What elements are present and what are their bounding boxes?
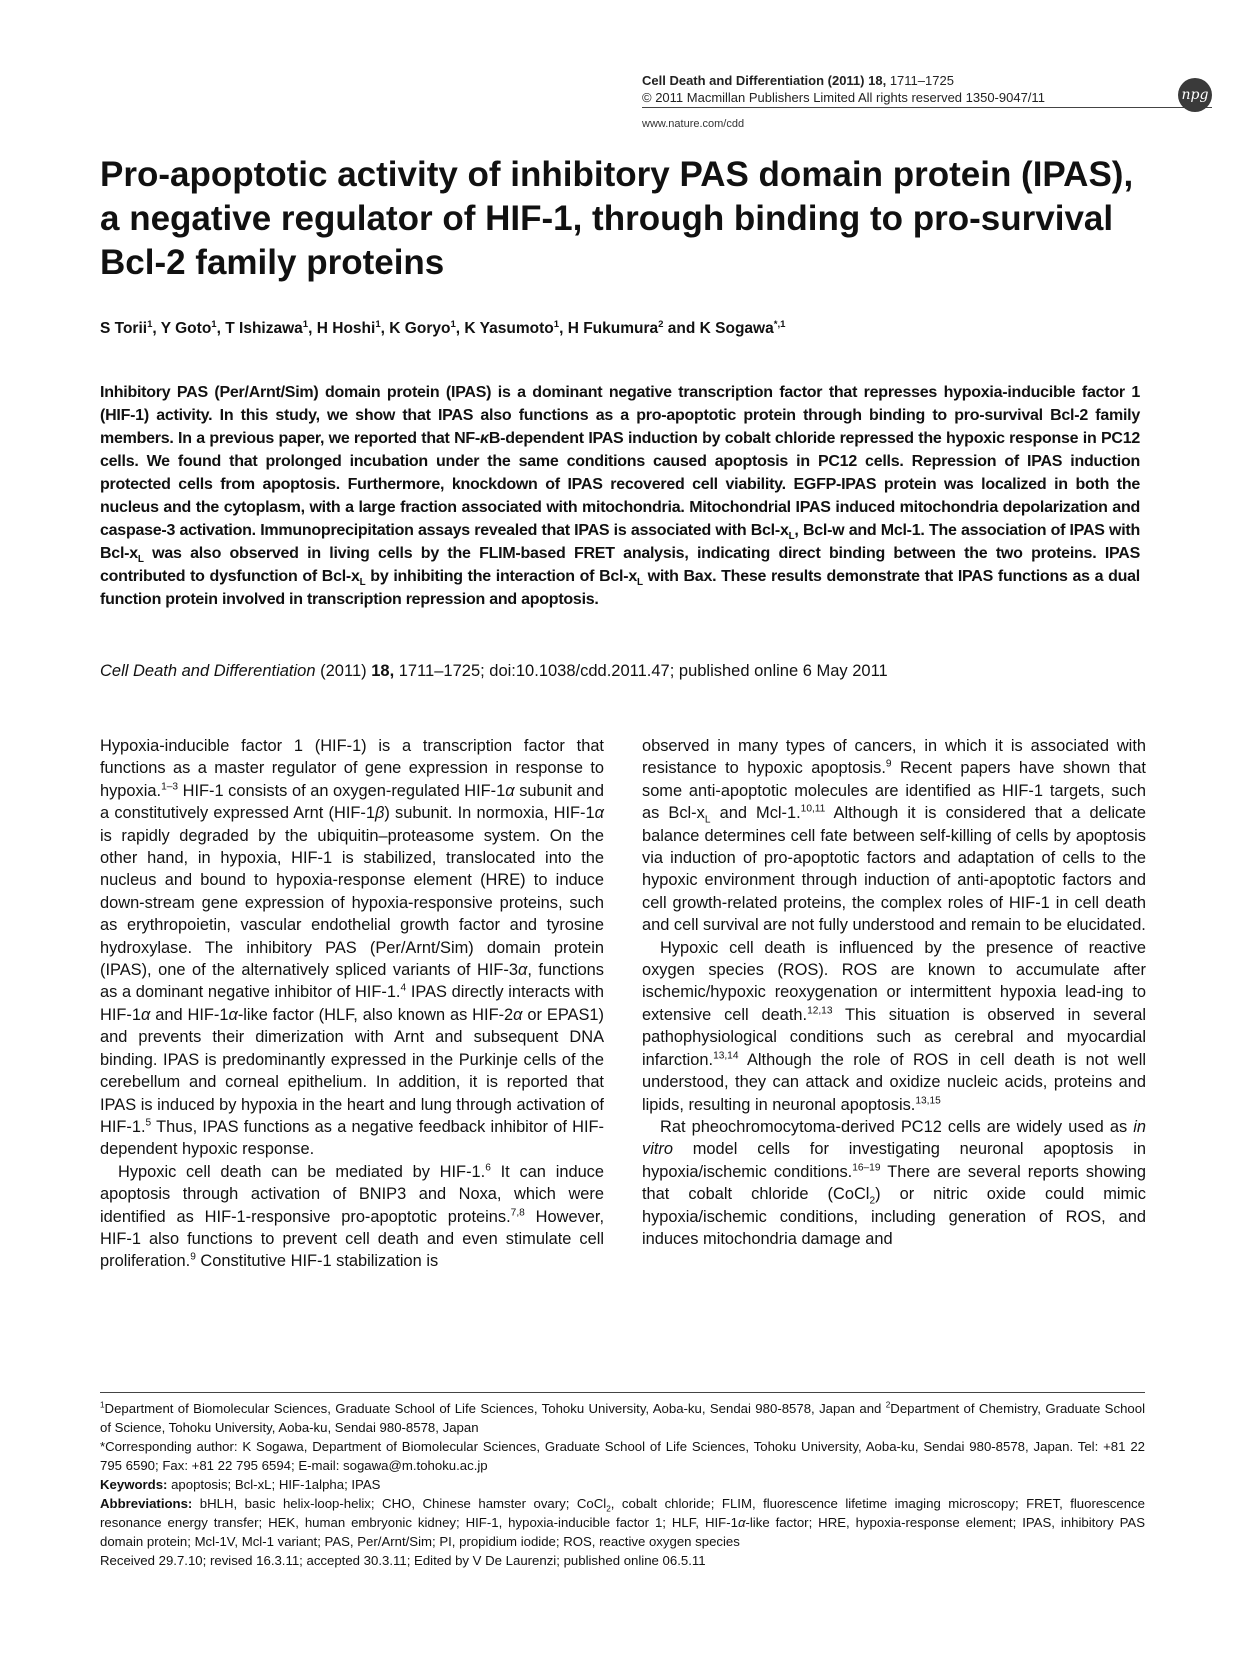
author-affiliation-mark: 1: [302, 318, 309, 330]
article-citation: Cell Death and Differentiation (2011) 18, 1711–1725; doi:10.1038/cdd.2011.47; published online 6 May 2011: [100, 662, 888, 680]
author: K Yasumoto: [464, 320, 554, 337]
reference-mark[interactable]: 7,8: [510, 1207, 525, 1219]
author-affiliation-mark: 2: [658, 318, 664, 330]
reference-mark[interactable]: 5: [145, 1117, 152, 1129]
keywords: Keywords: apoptosis; Bcl-xL; HIF-1alpha; IPAS: [100, 1477, 381, 1492]
corresponding-author: *Corresponding author: K Sogawa, Department of Biomolecular Sciences, Graduate School of Life Sciences, Tohoku University, Aoba-ku, Sendai 980-8578, Japan. Tel: +81 22 795 6590; Fax: +81 22 795 6594; E-mail: sogawa@m.tohoku.ac.jp: [100, 1439, 1145, 1473]
body-column-right: [642, 735, 1146, 1250]
reference-mark[interactable]: 4: [400, 983, 407, 994]
body-column-left: [100, 735, 604, 1273]
received-dates: Received 29.7.10; revised 16.3.11; accepted 30.3.11; Edited by V De Laurenzi; published online 06.5.11: [100, 1553, 706, 1568]
author-affiliation-mark: *,1: [773, 318, 786, 330]
journal-name: Cell Death and Differentiation (2011) 18,: [642, 73, 887, 88]
reference-mark[interactable]: 9: [190, 1251, 196, 1263]
author: T Ishizawa: [225, 320, 303, 337]
reference-mark[interactable]: 6: [485, 1162, 491, 1174]
author-affiliation-mark: 1: [553, 318, 560, 330]
reference-mark[interactable]: 9: [885, 758, 892, 770]
abbreviations: Abbreviations: bHLH, basic helix-loop-helix; CHO, Chinese hamster ovary; CoCl$_2$, cobalt chloride; FLIM, fluorescence lifetime imaging microscopy; FRET, fluorescence resonance energy transfer; HEK, human embryonic kidney; HIF-1, hypoxia-inducible factor 1; HLF, HIF-1α-like factor; HRE, hypoxia-response element; IPAS, inhibitory PAS domain protein; Mcl-1V, Mcl-1 variant; PAS, Per/Arnt/Sim; PI, propidium iodide; ROS, reactive oxygen species: [100, 1496, 1146, 1549]
abstract: Inhibitory PAS (Per/Arnt/Sim) domain protein (IPAS) is a dominant negative transcription factor that represses hypoxia-inducible factor 1 (HIF-1) activity. In this study, we show that IPAS also functions as a pro-apoptotic protein through binding to pro-survival Bcl-2 family members. In a previous paper, we reported that NF-κB-dependent IPAS induction by cobalt chloride repressed the hypoxic response in PC12 cells. We found that prolonged incubation under the same conditions caused apoptosis in PC12 cells. Repression of IPAS induction protected cells from apoptosis. Furthermore, knockdown of IPAS recovered cell viability. EGFP-IPAS protein was localized in both the nucleus and the cytoplasm, with a large fraction associated with mitochondria. Mitochondrial IPAS induced mitochondria depolarization and caspase-3 activation. Immunoprecipitation assays revealed that IPAS is associated with Bcl-$x_L$, Bcl-w and Mcl-1. The association of IPAS with Bcl-$x_L$ was also observed in living cells by the FLIM-based FRET analysis, indicating direct binding between the two proteins. IPAS contributed to dysfunction of Bcl-$x_L$ by inhibiting the interaction of Bcl-$x_L$ with Bax. These results demonstrate that IPAS functions as a dual function protein involved in transcription repression and apoptosis.: [100, 384, 1141, 608]
author-affiliation-mark: 1: [450, 318, 456, 330]
reference-mark[interactable]: 10,11: [800, 803, 826, 815]
author-list: S Torii$^1$, Y Goto$^1$, T Ishizawa$^1$, H Hoshi$^1$, K Goryo$^1$, K Yasumoto$^1$, H Fukumura$^2$ and K Sogawa$^{*,1}$: [100, 318, 786, 337]
author-affiliation-mark: 1: [211, 318, 217, 330]
author: S Torii: [100, 320, 148, 337]
footnotes: [100, 1399, 1145, 1570]
header-divider: [642, 107, 1212, 108]
author-affiliation-mark: 1: [147, 318, 153, 330]
author: H Hoshi: [316, 320, 376, 337]
journal-url[interactable]: www.nature.com/cdd: [642, 118, 745, 130]
page-range: 1711–1725: [889, 73, 954, 88]
citation-journal: Cell Death and Differentiation: [100, 662, 316, 680]
author: K Sogawa: [699, 320, 774, 337]
paragraph: observed in many types of cancers, in which it is associated with resistance to hypoxic apoptosis.$^9$ Recent papers have shown that some anti-apoptotic molecules are identified as HIF-1 targets, such as Bcl-$x_L$ and Mcl-1.$^{10,11}$ Although it is considered that a delicate balance determines cell fate between self-killing of cells by apoptosis via induction of pro-apoptotic factors and adaptation of cells to the hypoxic environment through induction of anti-apoptotic factors and cell growth-related proteins, the complex roles of HIF-1 in cell death and cell survival are not fully understood and remain to be elucidated.: [642, 737, 1146, 935]
paragraph: Hypoxic cell death can be mediated by HIF-1.$^6$ It can induce apoptosis through activation of BNIP3 and Noxa, which were identified as HIF-1-responsive pro-apoptotic proteins.$^{7,8}$ However, HIF-1 also functions to prevent cell death and even stimulate cell proliferation.$^9$ Constitutive HIF-1 stabilization is: [100, 1162, 604, 1271]
paragraph: Hypoxic cell death is influenced by the presence of reactive oxygen species (ROS). ROS are known to accumulate after ischemic/hypoxic reoxygenation or intermittent hypoxia lead-ing to extensive cell death.$^{12,13}$ This situation is observed in several pathophysiological conditions such as cerebral and myocardial infarction.$^{13,14}$ Although the role of ROS in cell death is not well understood, they can attack and oxidize nucleic acids, proteins and lipids, resulting in neuronal apoptosis.$^{13,15}$: [642, 938, 1146, 1114]
author: Y Goto: [160, 320, 212, 337]
author-affiliation-mark: 1: [375, 318, 381, 330]
reference-mark[interactable]: 13,14: [713, 1050, 739, 1062]
author: H Fukumura: [567, 320, 659, 337]
npg-logo: npg: [1178, 78, 1212, 112]
paragraph: Hypoxia-inducible factor 1 (HIF-1) is a transcription factor that functions as a master regulator of gene expression in response to hypoxia.$^{1-3}$ HIF-1 consists of an oxygen-regulated HIF-1α subunit and a constitutively expressed Arnt (HIF-1β) subunit. In normoxia, HIF-1α is rapidly degraded by the ubiquitin–proteasome system. On the other hand, in hypoxia, HIF-1 is stabilized, translocated into the nucleus and bound to hypoxia-response element (HRE) to induce down-stream gene expression of hypoxia-responsive proteins, such as erythropoietin, vascular endothelial growth factor and tyrosine hydroxylase. The inhibitory PAS (Per/Arnt/Sim) domain protein (IPAS), one of the alternatively spliced variants of HIF-3α, functions as a dominant negative inhibitor of HIF-1.$^4$ IPAS directly interacts with HIF-1α and HIF-1α-like factor (HLF, also known as HIF-2α or EPAS1) and prevents their dimerization with Arnt and subsequent DNA binding. IPAS is predominantly expressed in the Purkinje cells of the cerebellum and corneal epithelium. In addition, it is reported that IPAS is induced by hypoxia in the heart and lung through activation of HIF-1.$^5$ Thus, IPAS functions as a negative feedback inhibitor of HIF-dependent hypoxic response.: [100, 737, 605, 1159]
copyright: © 2011 Macmillan Publishers Limited All rights reserved 1350-9047/11: [642, 90, 1045, 105]
reference-mark[interactable]: 1–3: [161, 781, 179, 793]
reference-mark[interactable]: 12,13: [807, 1005, 833, 1017]
author: K Goryo: [389, 320, 451, 337]
reference-mark[interactable]: 16–19: [852, 1162, 881, 1174]
paragraph: Rat pheochromocytoma-derived PC12 cells are widely used as in vitro model cells for investigating neuronal apoptosis in hypoxia/ischemic conditions.$^{16-19}$ There are several reports showing that cobalt chloride (CoCl$_2$) or nitric oxide could mimic hypoxia/ischemic conditions, including generation of ROS, and induces mitochondria damage and: [642, 1117, 1147, 1248]
footnote-divider: [100, 1392, 1145, 1393]
article-title: Pro-apoptotic activity of inhibitory PAS domain protein (IPAS), a negative regulator of HIF-1, through binding to pro-survival Bcl-2 family proteins: [100, 155, 1134, 282]
journal-header: [642, 72, 1045, 133]
affiliations: $^1$Department of Biomolecular Sciences, Graduate School of Life Sciences, Tohoku University, Aoba-ku, Sendai 980-8578, Japan and $^2$Department of Chemistry, Graduate School of Science, Tohoku University, Aoba-ku, Sendai 980-8578, Japan: [100, 1400, 1145, 1435]
reference-mark[interactable]: 13,15: [915, 1095, 941, 1107]
